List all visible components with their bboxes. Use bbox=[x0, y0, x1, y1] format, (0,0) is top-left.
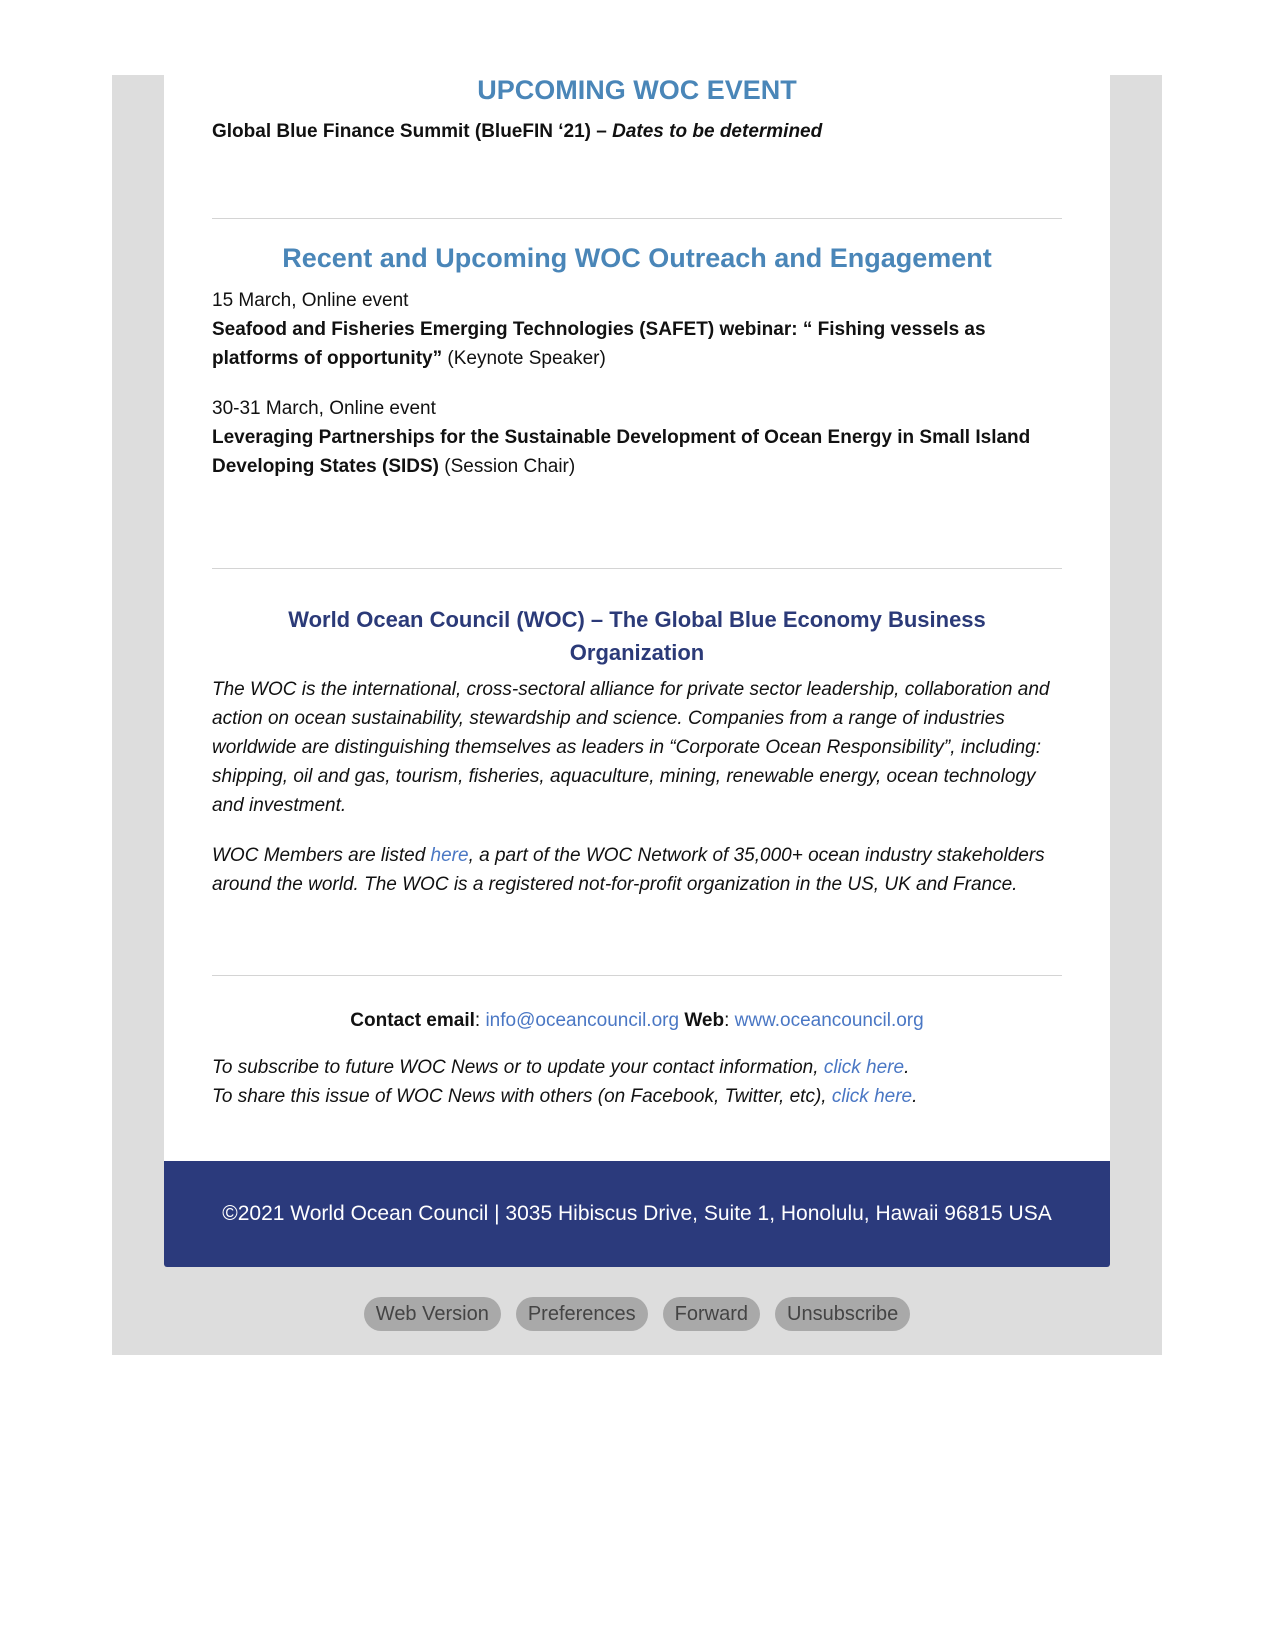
outreach-section bbox=[212, 243, 1062, 481]
email-outer-frame bbox=[112, 75, 1162, 1355]
contact-section bbox=[212, 1010, 1062, 1111]
web-label: Web bbox=[684, 1010, 725, 1031]
about-paragraph: The WOC is the international, cross-sectoral alliance for private sector leadership, collaboration and action on ocean sustainability, stewardship and science. Companies from a range of industries worldwide are distinguishing themselves as leaders in “Corporate Ocean Responsibility”, including: shipping, oil and gas, tourism, fisheries, aquaculture, mining, renewable energy, ocean technology and investment. bbox=[212, 679, 1050, 816]
entry-date: 15 March, Online event bbox=[212, 290, 409, 311]
newsletter-card bbox=[164, 75, 1110, 1225]
outreach-entry bbox=[212, 394, 1062, 481]
event-dates: Dates to be determined bbox=[612, 121, 823, 142]
entry-title: Leveraging Partnerships for the Sustainable Development of Ocean Energy in Small Island Developing States (SIDS) bbox=[212, 427, 1031, 477]
web-version-button[interactable]: Web Version bbox=[364, 1297, 501, 1331]
forward-button[interactable]: Forward bbox=[663, 1297, 760, 1331]
about-section bbox=[212, 603, 1062, 899]
copyright-text: ©2021 World Ocean Council | 3035 Hibiscus Drive, Suite 1, Honolulu, Hawaii 96815 USA bbox=[222, 1202, 1052, 1225]
web-link[interactable]: www.oceancouncil.org bbox=[734, 1010, 924, 1031]
entry-title: Seafood and Fisheries Emerging Technologies (SAFET) webinar: “ Fishing vessels as platforms of opportunity” bbox=[212, 319, 986, 369]
share-text: To share this issue of WOC News with others (on Facebook, Twitter, etc), bbox=[212, 1086, 832, 1107]
unsubscribe-button[interactable]: Unsubscribe bbox=[775, 1297, 910, 1331]
outreach-heading: Recent and Upcoming WOC Outreach and Engagement bbox=[282, 243, 992, 273]
footer-band bbox=[164, 1161, 1110, 1267]
email-label: Contact email bbox=[350, 1010, 475, 1031]
subscribe-click-here-link[interactable]: click here bbox=[823, 1057, 905, 1078]
divider-2 bbox=[212, 568, 1062, 569]
preferences-button[interactable]: Preferences bbox=[516, 1297, 648, 1331]
outreach-entry bbox=[212, 286, 1062, 373]
entry-role: (Keynote Speaker) bbox=[442, 348, 606, 369]
event-line bbox=[212, 121, 1062, 143]
members-text-after: , a part of the WOC Network of 35,000+ ocean industry stakeholders around the world. The WOC is a registered not-for-profit organization in the US, UK and France. bbox=[212, 845, 1045, 895]
email-link[interactable]: info@oceancouncil.org bbox=[485, 1010, 680, 1031]
about-heading: World Ocean Council (WOC) – The Global Blue Economy Business Organization bbox=[288, 607, 986, 665]
event-name: Global Blue Finance Summit (BlueFIN ‘21) – bbox=[212, 121, 613, 142]
divider-1 bbox=[212, 218, 1062, 219]
divider-3 bbox=[212, 975, 1062, 976]
subscribe-line: To subscribe to future WOC News or to update your contact information, click here. bbox=[212, 1057, 910, 1078]
members-text-before: WOC Members are listed bbox=[212, 845, 431, 866]
share-click-here-link[interactable]: click here bbox=[831, 1086, 913, 1107]
event-heading: UPCOMING WOC EVENT bbox=[477, 75, 797, 105]
subscribe-text: To subscribe to future WOC News or to update your contact information, bbox=[212, 1057, 824, 1078]
event-section bbox=[212, 75, 1062, 143]
entry-role: (Session Chair) bbox=[439, 456, 576, 477]
entry-date: 30-31 March, Online event bbox=[212, 398, 436, 419]
contact-line: Contact email: info@oceancouncil.org Web: www.oceancouncil.org bbox=[350, 1010, 924, 1031]
share-line: To share this issue of WOC News with others (on Facebook, Twitter, etc), click here. bbox=[212, 1086, 918, 1107]
members-paragraph bbox=[212, 841, 1062, 899]
members-here-link[interactable]: here bbox=[430, 845, 469, 866]
footer-links bbox=[112, 1297, 1162, 1331]
